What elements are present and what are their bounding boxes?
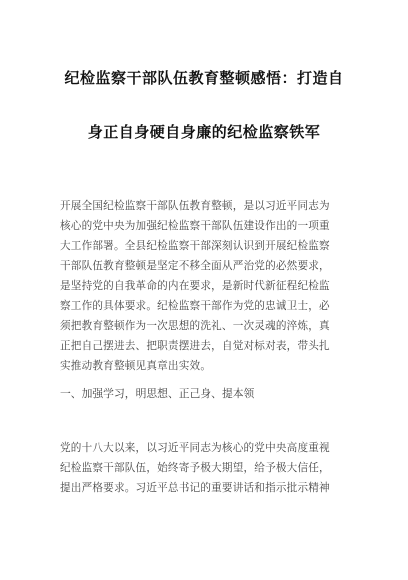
paragraph-line: 党的十八大以来，以习近平同志为核心的党中央高度重视 (60, 442, 330, 454)
paragraph-line: 核心的党中央为加强纪检监察干部队伍建设作出的一项重 (60, 220, 330, 232)
paragraph-line: 提出严格要求。习近平总书记的重要讲话和指示批示精神 (60, 482, 330, 494)
document-title-line-2: 身正自身硬自身廉的纪检监察铁军 (87, 123, 321, 141)
document-title-line-1: 纪检监察干部队伍教育整顿感悟：打造自 (64, 69, 344, 87)
paragraph-line: 实推动教育整顿见真章出实效。 (60, 360, 212, 372)
body-paragraph-1 (60, 196, 350, 376)
paragraph-line: 正把自己摆进去、把职责摆进去，自觉对标对表，带头扎 (60, 340, 330, 352)
paragraph-line: 干部队伍教育整顿是坚定不移全面从严治党的必然要求， (60, 260, 330, 272)
body-paragraph-2 (60, 438, 350, 498)
paragraph-line: 纪检监察干部队伍，始终寄予极大期望，给予极大信任， (60, 462, 330, 474)
paragraph-line: 开展全国纪检监察干部队伍教育整顿，是以习近平同志为 (60, 200, 330, 212)
paragraph-line: 察工作的具体要求。纪检监察干部作为党的忠诚卫士，必 (60, 300, 330, 312)
paragraph-line: 是坚持党的自我革命的内在要求，是新时代新征程纪检监 (60, 280, 330, 292)
section-heading-1: 一、加强学习，明思想、正己身、提本领 (60, 387, 255, 400)
paragraph-line: 须把教育整顿作为一次思想的洗礼、一次灵魂的淬炼，真 (60, 320, 330, 332)
paragraph-line: 大工作部署。全县纪检监察干部深刻认识到开展纪检监察 (60, 240, 330, 252)
